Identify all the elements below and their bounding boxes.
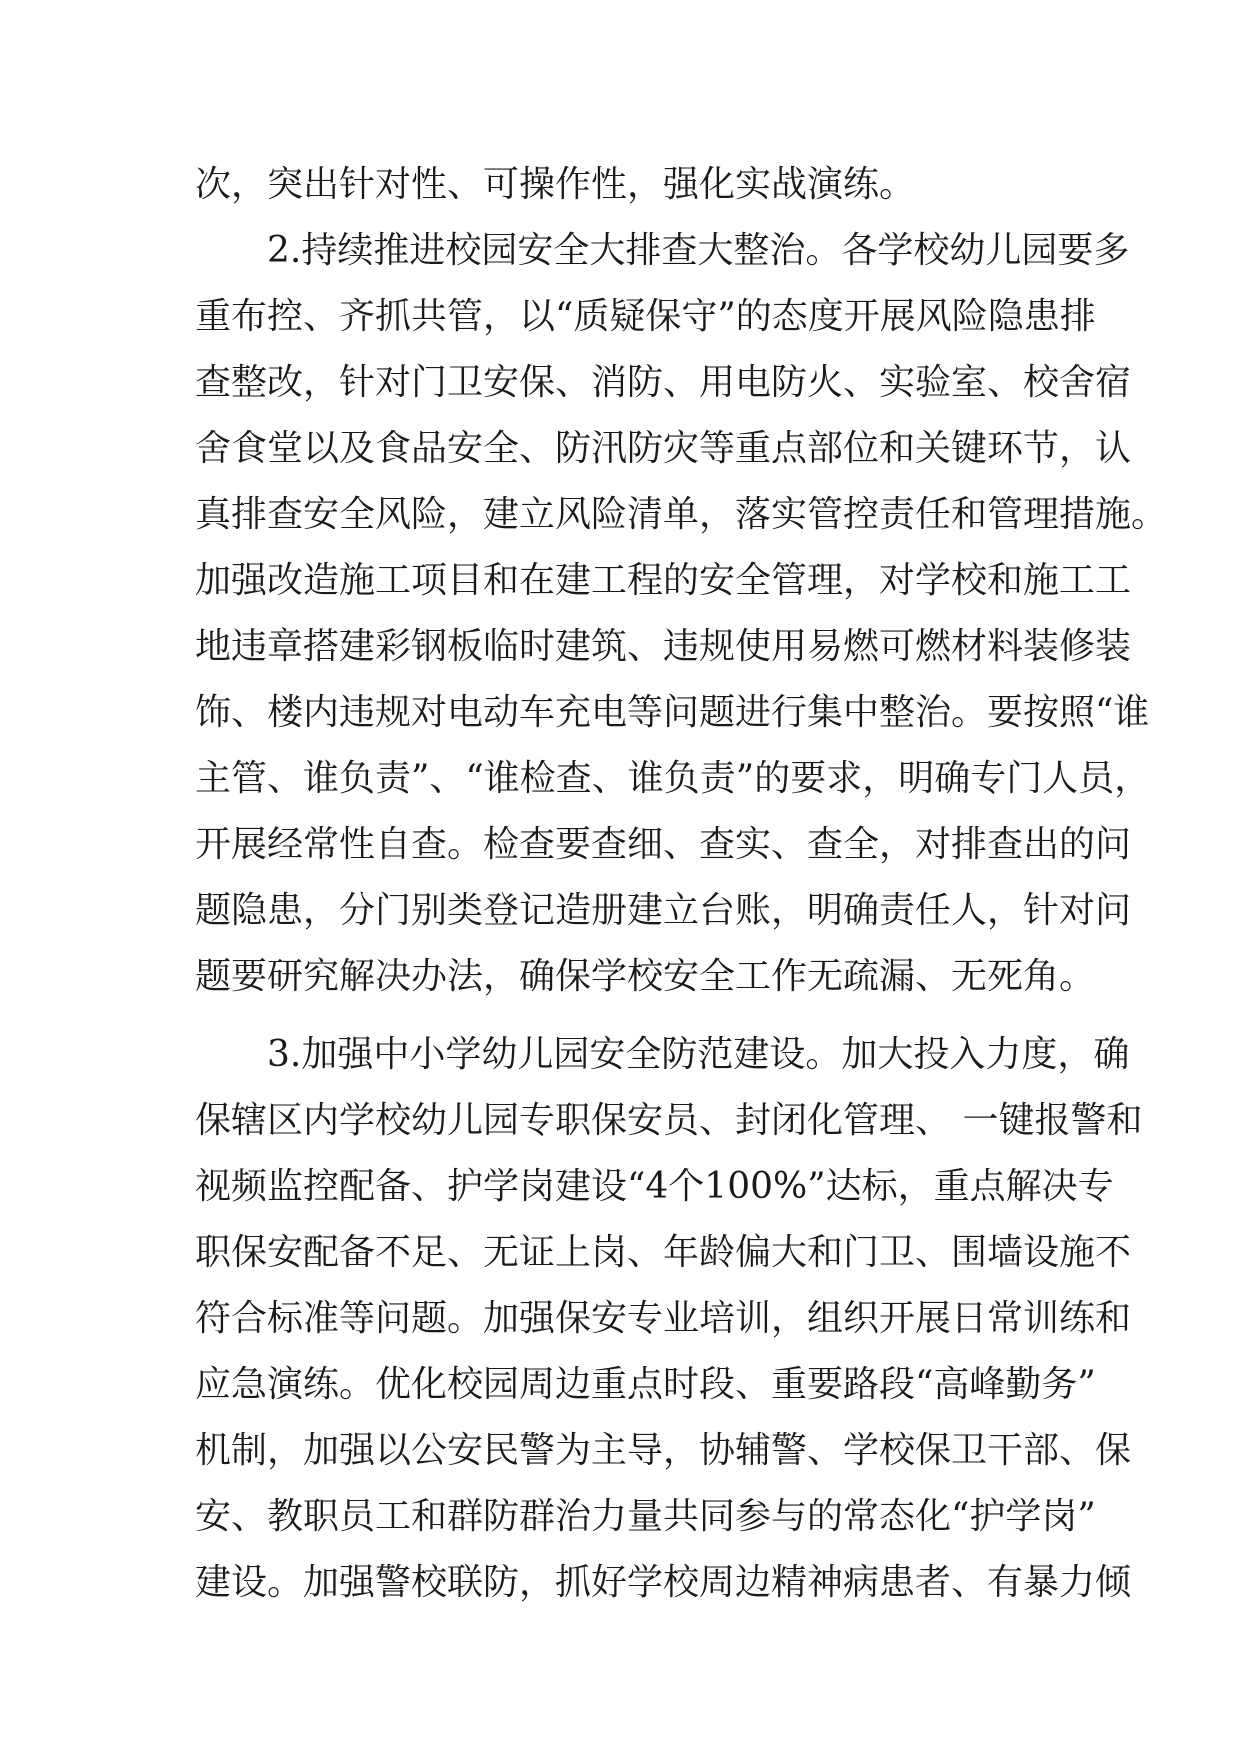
paragraph-line: 2.持续推进校园安全大排查大整治。各学校幼儿园要多	[267, 230, 1130, 271]
paragraph-line: 真排查安全风险，建立风险清单，落实管控责任和管理措施。	[195, 494, 1168, 535]
paragraph-line: 舍食堂以及食品安全、防汛防灾等重点部位和关键环节，认	[195, 428, 1132, 469]
paragraph-line: 应急演练。优化校园周边重点时段、重要路段“高峰勤务”	[195, 1364, 1096, 1405]
paragraph-line: 查整改，针对门卫安保、消防、用电防火、实验室、校舍宿	[195, 362, 1132, 403]
paragraph-line: 安、教职员工和群防群治力量共同参与的常态化“护学岗”	[195, 1496, 1096, 1537]
paragraph-line: 地违章搭建彩钢板临时建筑、违规使用易燃可燃材料装修装	[195, 626, 1132, 667]
paragraph-line: 建设。加强警校联防，抓好学校周边精神病患者、有暴力倾	[195, 1562, 1132, 1603]
paragraph-line: 题隐患，分门别类登记造册建立台账，明确责任人，针对问	[195, 890, 1132, 931]
paragraph-line: 符合标准等问题。加强保安专业培训，组织开展日常训练和	[195, 1298, 1132, 1339]
paragraph-1	[195, 152, 1050, 218]
paragraph-line: 主管、谁负责”、“谁检查、谁负责”的要求，明确专门人员，	[195, 758, 1151, 799]
paragraph-line: 加强改造施工项目和在建工程的安全管理，对学校和施工工	[195, 560, 1132, 601]
paragraph-line: 题要研究解决办法，确保学校安全工作无疏漏、无死角。	[195, 956, 1096, 997]
paragraph-line: 开展经常性自查。检查要查细、查实、查全，对排查出的问	[195, 824, 1132, 865]
paragraph-line: 视频监控配备、护学岗建设“4个100%”达标，重点解决专	[195, 1166, 1114, 1207]
paragraph-line: 职保安配备不足、无证上岗、年龄偏大和门卫、围墙设施不	[195, 1232, 1132, 1273]
paragraph-line: 次，突出针对性、可操作性，强化实战演练。	[195, 164, 916, 205]
paragraph-line: 机制，加强以公安民警为主导，协辅警、学校保卫干部、保	[195, 1430, 1132, 1471]
paragraph-line: 保辖区内学校幼儿园专职保安员、封闭化管理、 一键报警和	[195, 1100, 1143, 1141]
paragraph-line: 3.加强中小学幼儿园安全防范建设。加大投入力度，确	[267, 1034, 1130, 1075]
paragraph-3	[195, 1022, 1143, 1616]
paragraph-2	[195, 218, 1168, 1010]
paragraph-spacer	[195, 1010, 1050, 1022]
paragraph-line: 重布控、齐抓共管，以“质疑保守”的态度开展风险隐患排	[195, 296, 1096, 337]
document-body	[195, 152, 1168, 1616]
paragraph-line: 饰、楼内违规对电动车充电等问题进行集中整治。要按照“谁	[195, 692, 1150, 733]
